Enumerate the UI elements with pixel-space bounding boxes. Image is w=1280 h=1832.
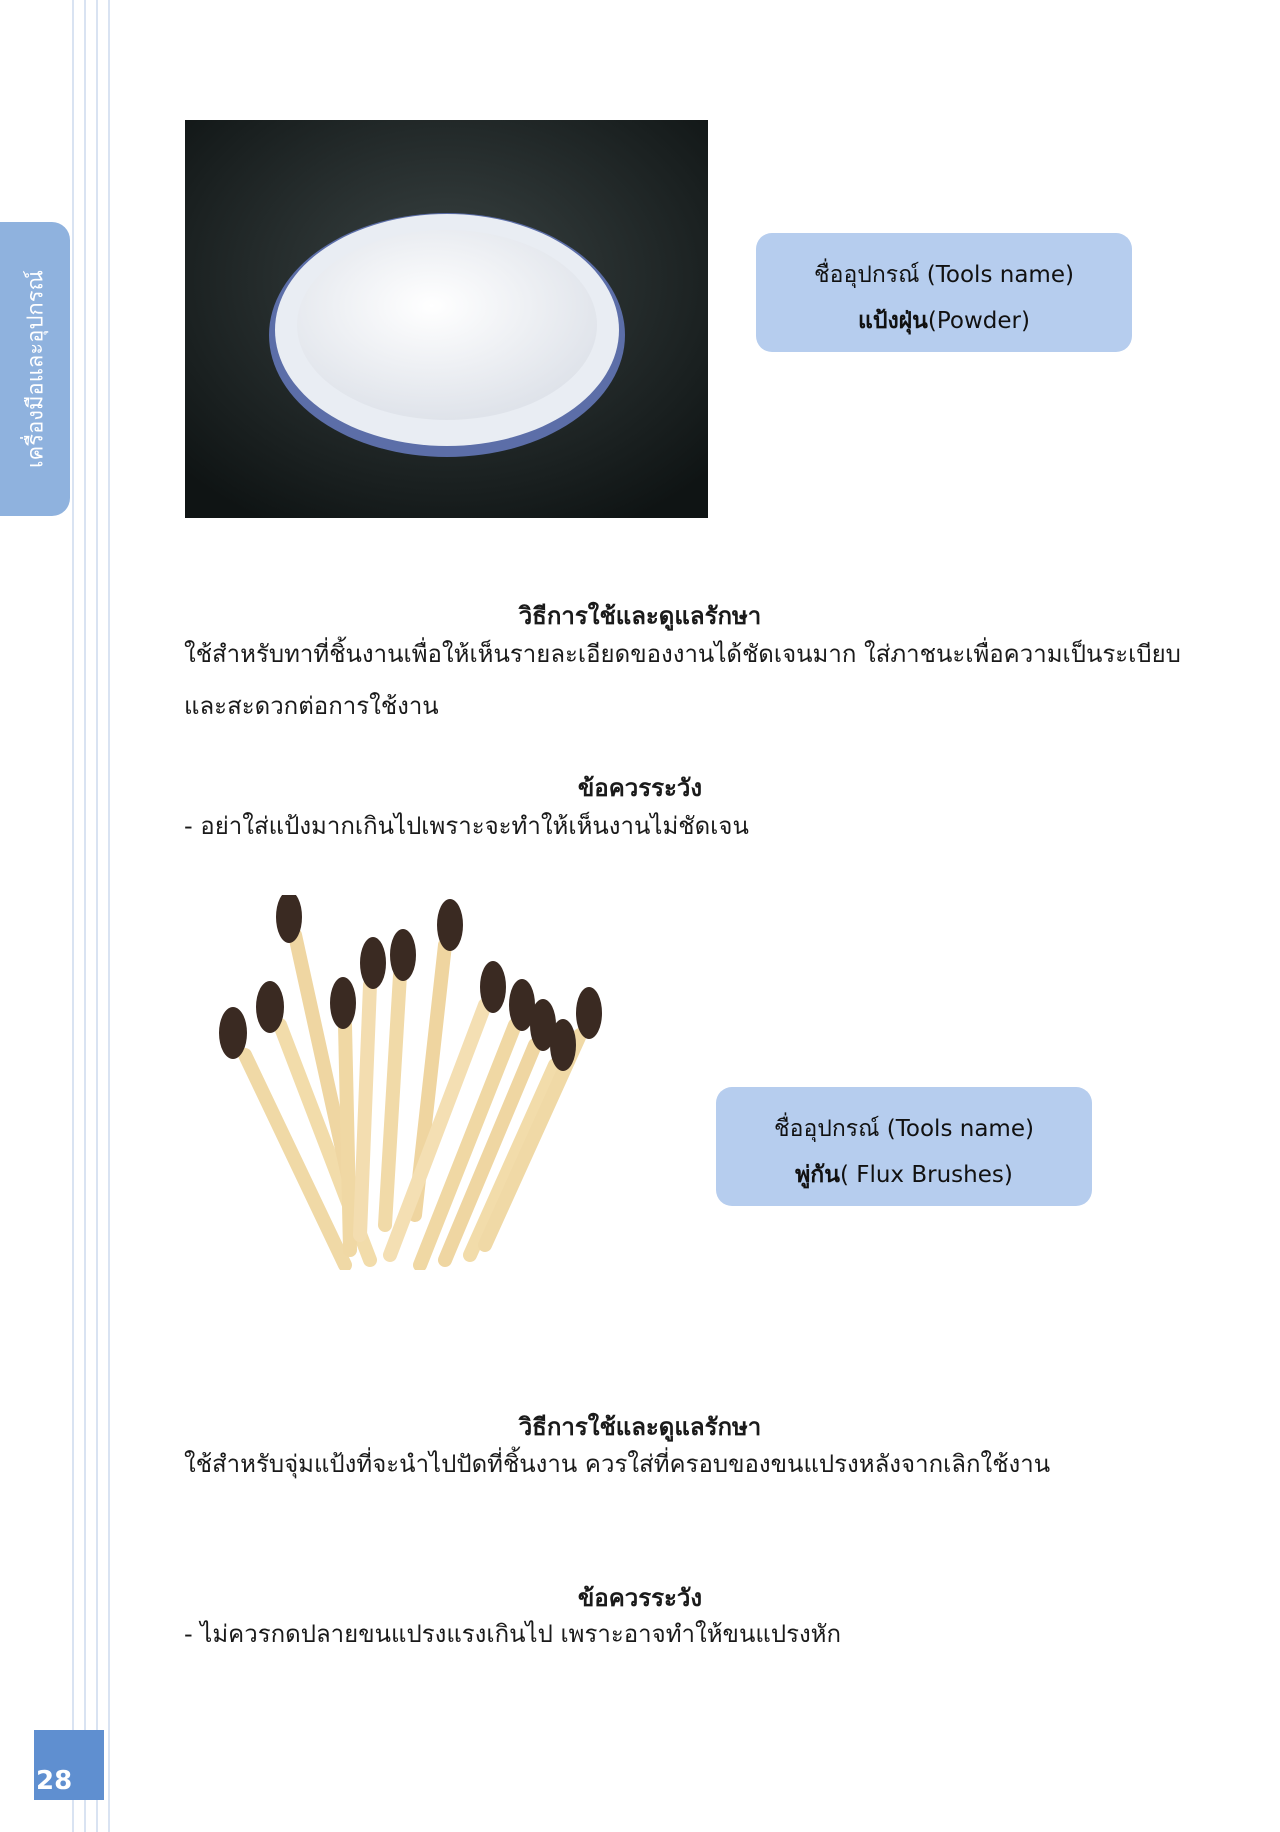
usage-text: ใช้สำหรับทาที่ชิ้นงานเพื่อให้เห็นรายละเอียดของงานได้ชัดเจนมาก ใส่ภาชนะเพื่อความเป็นระเบียบและสะดวกต่อการใช้งาน: [184, 640, 1181, 720]
tool-name-thai: แป้งฝุ่น: [858, 308, 928, 334]
usage-text: ใช้สำหรับจุ่มแป้งที่จะนำไปปัดที่ชิ้นงาน ควรใส่ที่ครอบของขนแปรงหลังจากเลิกใช้งาน: [184, 1450, 1051, 1478]
tool-name-box-brushes: [716, 1087, 1092, 1206]
usage-heading: วิธีการใช้และดูแลรักษา: [518, 602, 762, 630]
usage-heading: วิธีการใช้และดูแลรักษา: [518, 1413, 762, 1441]
powder-photo: [185, 120, 708, 518]
tool-name: [716, 1157, 1092, 1193]
tool-name-box-powder: [756, 233, 1132, 352]
page-number: 28: [34, 1730, 104, 1800]
tools-name-label: ชื่ออุปกรณ์ (Tools name): [814, 262, 1074, 288]
tool-name-english: (Powder): [927, 308, 1030, 334]
margin-stripe: [84, 0, 86, 1832]
brushes-photo: [185, 895, 620, 1270]
margin-stripe: [108, 0, 110, 1832]
tools-name-label: ชื่ออุปกรณ์ (Tools name): [774, 1116, 1034, 1142]
caution-text: - ไม่ควรกดปลายขนแปรงแรงเกินไป เพราะอาจทำให้ขนแปรงหัก: [184, 1620, 842, 1648]
margin-stripe: [96, 0, 98, 1832]
caution-heading: ข้อควรระวัง: [577, 774, 703, 802]
caution-heading: ข้อควรระวัง: [577, 1584, 703, 1612]
margin-stripe: [72, 0, 74, 1832]
tool-name: [756, 303, 1132, 339]
tool-name-english: ( Flux Brushes): [839, 1162, 1013, 1188]
section-tab-label: เครื่องมือและอุปกรณ์: [23, 270, 49, 468]
caution-text: - อย่าใส่แป้งมากเกินไปเพราะจะทำให้เห็นงานไม่ชัดเจน: [184, 812, 749, 840]
section-tab: [0, 222, 70, 516]
tool-name-thai: พู่กัน: [795, 1162, 840, 1188]
